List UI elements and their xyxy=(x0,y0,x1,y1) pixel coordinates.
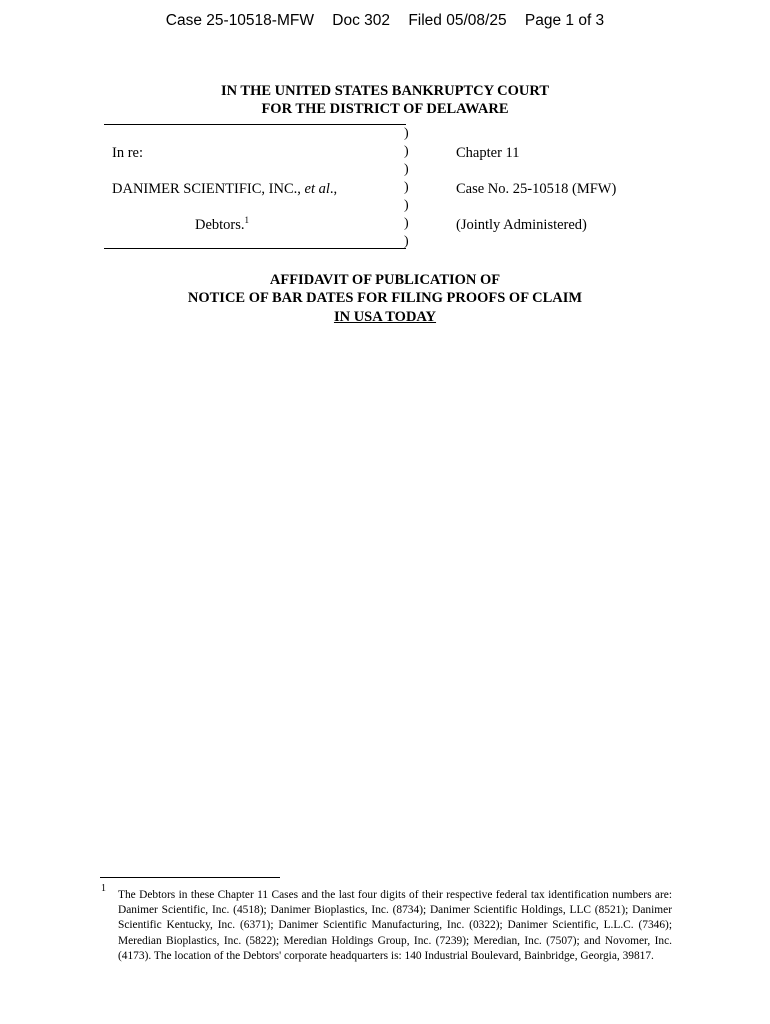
caption-debtor-name xyxy=(112,180,337,198)
court-name-line1: IN THE UNITED STATES BANKRUPTCY COURT xyxy=(220,83,550,99)
caption-debtors-label xyxy=(195,216,249,234)
debtor-et-al: et al xyxy=(304,181,330,197)
caption-chapter: Chapter 11 xyxy=(456,145,520,161)
caption-case-number: Case No. 25-10518 (MFW) xyxy=(456,181,617,197)
caption-paren: ) xyxy=(404,126,409,141)
caption-paren: ) xyxy=(404,162,409,177)
document-title-line3 xyxy=(0,308,770,327)
document-title-line2: NOTICE OF BAR DATES FOR FILING PROOFS OF CLAIM xyxy=(187,290,583,306)
caption-paren: ) xyxy=(404,216,409,231)
court-name-line2: FOR THE DISTRICT OF DELAWARE xyxy=(261,101,509,117)
stamp-case-number: Case 25-10518-MFW xyxy=(165,12,314,29)
caption-paren: ) xyxy=(404,234,409,249)
stamp-filed-date: Filed 05/08/25 xyxy=(408,12,507,29)
debtor-name: DANIMER SCIENTIFIC, INC., xyxy=(112,181,301,197)
caption-paren: ) xyxy=(404,198,409,213)
debtor-et-al-punct: ., xyxy=(329,181,338,197)
footnote-text: The Debtors in these Chapter 11 Cases and the last four digits of their respective federal tax identification numbers are: Danimer Scientific, Inc. (4518); Danimer Bioplastics, Inc. (8734); Danimer Scientific Holdings, LLC (8521); Danimer Scientific Kentucky, Inc. (6371); Danimer Scientific Manufacturing, Inc. (0322); Danimer Scientific, L.L.C. (7346); Meredian Bioplastics, Inc. (5822); Meredian Holdings Group, Inc. (7239); Meredian, Inc. (7507); and Novomer, Inc. (4173). The location of the Debtors' corporate headquarters is: 140 Industrial Boulevard, Bainbridge, Georgia, 39817. xyxy=(118,889,672,962)
caption-paren: ) xyxy=(404,180,409,195)
footnote-mark: 1 xyxy=(101,883,106,894)
caption-paren: ) xyxy=(404,144,409,159)
debtors-label: Debtors. xyxy=(195,217,245,233)
caption-in-re: In re: xyxy=(112,145,143,161)
footnote-reference: 1 xyxy=(244,215,250,226)
document-title-underlined: IN USA TODAY xyxy=(333,309,437,325)
caption-bottom-rule xyxy=(104,248,406,249)
footnote-separator xyxy=(100,877,280,878)
stamp-doc-number: Doc 302 xyxy=(332,12,391,29)
document-title-line1: AFFIDAVIT OF PUBLICATION OF xyxy=(269,272,501,288)
ecf-header-stamp xyxy=(0,12,770,30)
caption-jointly-administered: (Jointly Administered) xyxy=(456,217,587,233)
stamp-page-count: Page 1 of 3 xyxy=(524,12,605,29)
caption-top-rule xyxy=(104,124,406,125)
